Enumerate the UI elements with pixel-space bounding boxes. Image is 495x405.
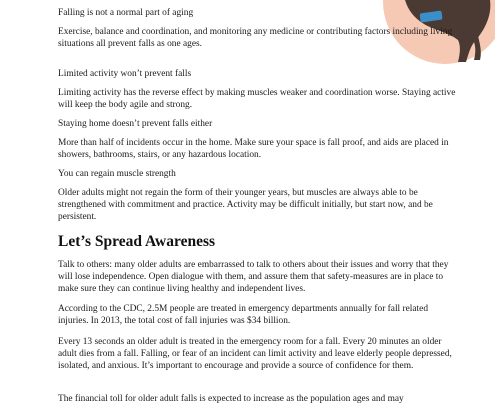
paragraph-limited-heading: Limited activity won’t prevent falls <box>58 69 192 79</box>
paragraph-every-13-seconds: Every 13 seconds an older adult is treated in the emergency room for a fall. Every 20 minutes an older adult dies from a fall. Falling, or fear of an incident can limit activity and leave elderly people depressed, isolated, and anxious. It’s important to encourage and provide a source of confidence for them. <box>58 337 452 372</box>
paragraph-falling-body: Exercise, balance and coordination, and monitoring any medicine or contributing factors including living situations all prevent falls as one ages. <box>58 27 453 50</box>
paragraph-cdc-stats: According to the CDC, 2.5M people are treated in emergency departments annually for fall related injuries. In 2013, the total cost of fall injuries was $34 billion. <box>58 304 429 327</box>
paragraph-strength-heading: You can regain muscle strength <box>58 169 176 179</box>
paragraph-home-body: More than half of incidents occur in the home. Make sure your space is fall proof, and aids are placed in showers, bathrooms, stairs, or any hazardous location. <box>58 138 449 161</box>
paragraph-limited-body: Limiting activity has the reverse effect by making muscles weaker and coordination worse. Staying active will keep the body agile and strong. <box>58 88 456 111</box>
paragraph-talk-to-others: Talk to others: many older adults are embarrassed to talk to others about their issues and worry that they will lose independence. Open dialogue with them, and assure them that safety-measures are in place to make sure they can continue living healthy and independent lives. <box>58 260 449 295</box>
paragraph-financial-toll: The financial toll for older adult falls is expected to increase as the population ages and may <box>58 394 404 404</box>
section-heading: Let’s Spread Awareness <box>58 233 216 250</box>
paragraph-home-heading: Staying home doesn’t prevent falls either <box>58 119 213 129</box>
paragraph-strength-body: Older adults might not regain the form of their younger years, but muscles are always able to be strengthened with commitment and practice. Activity may be difficult initially, but start now, and be persistent. <box>58 188 433 223</box>
paragraph-falling-heading: Falling is not a normal part of aging <box>58 8 194 18</box>
